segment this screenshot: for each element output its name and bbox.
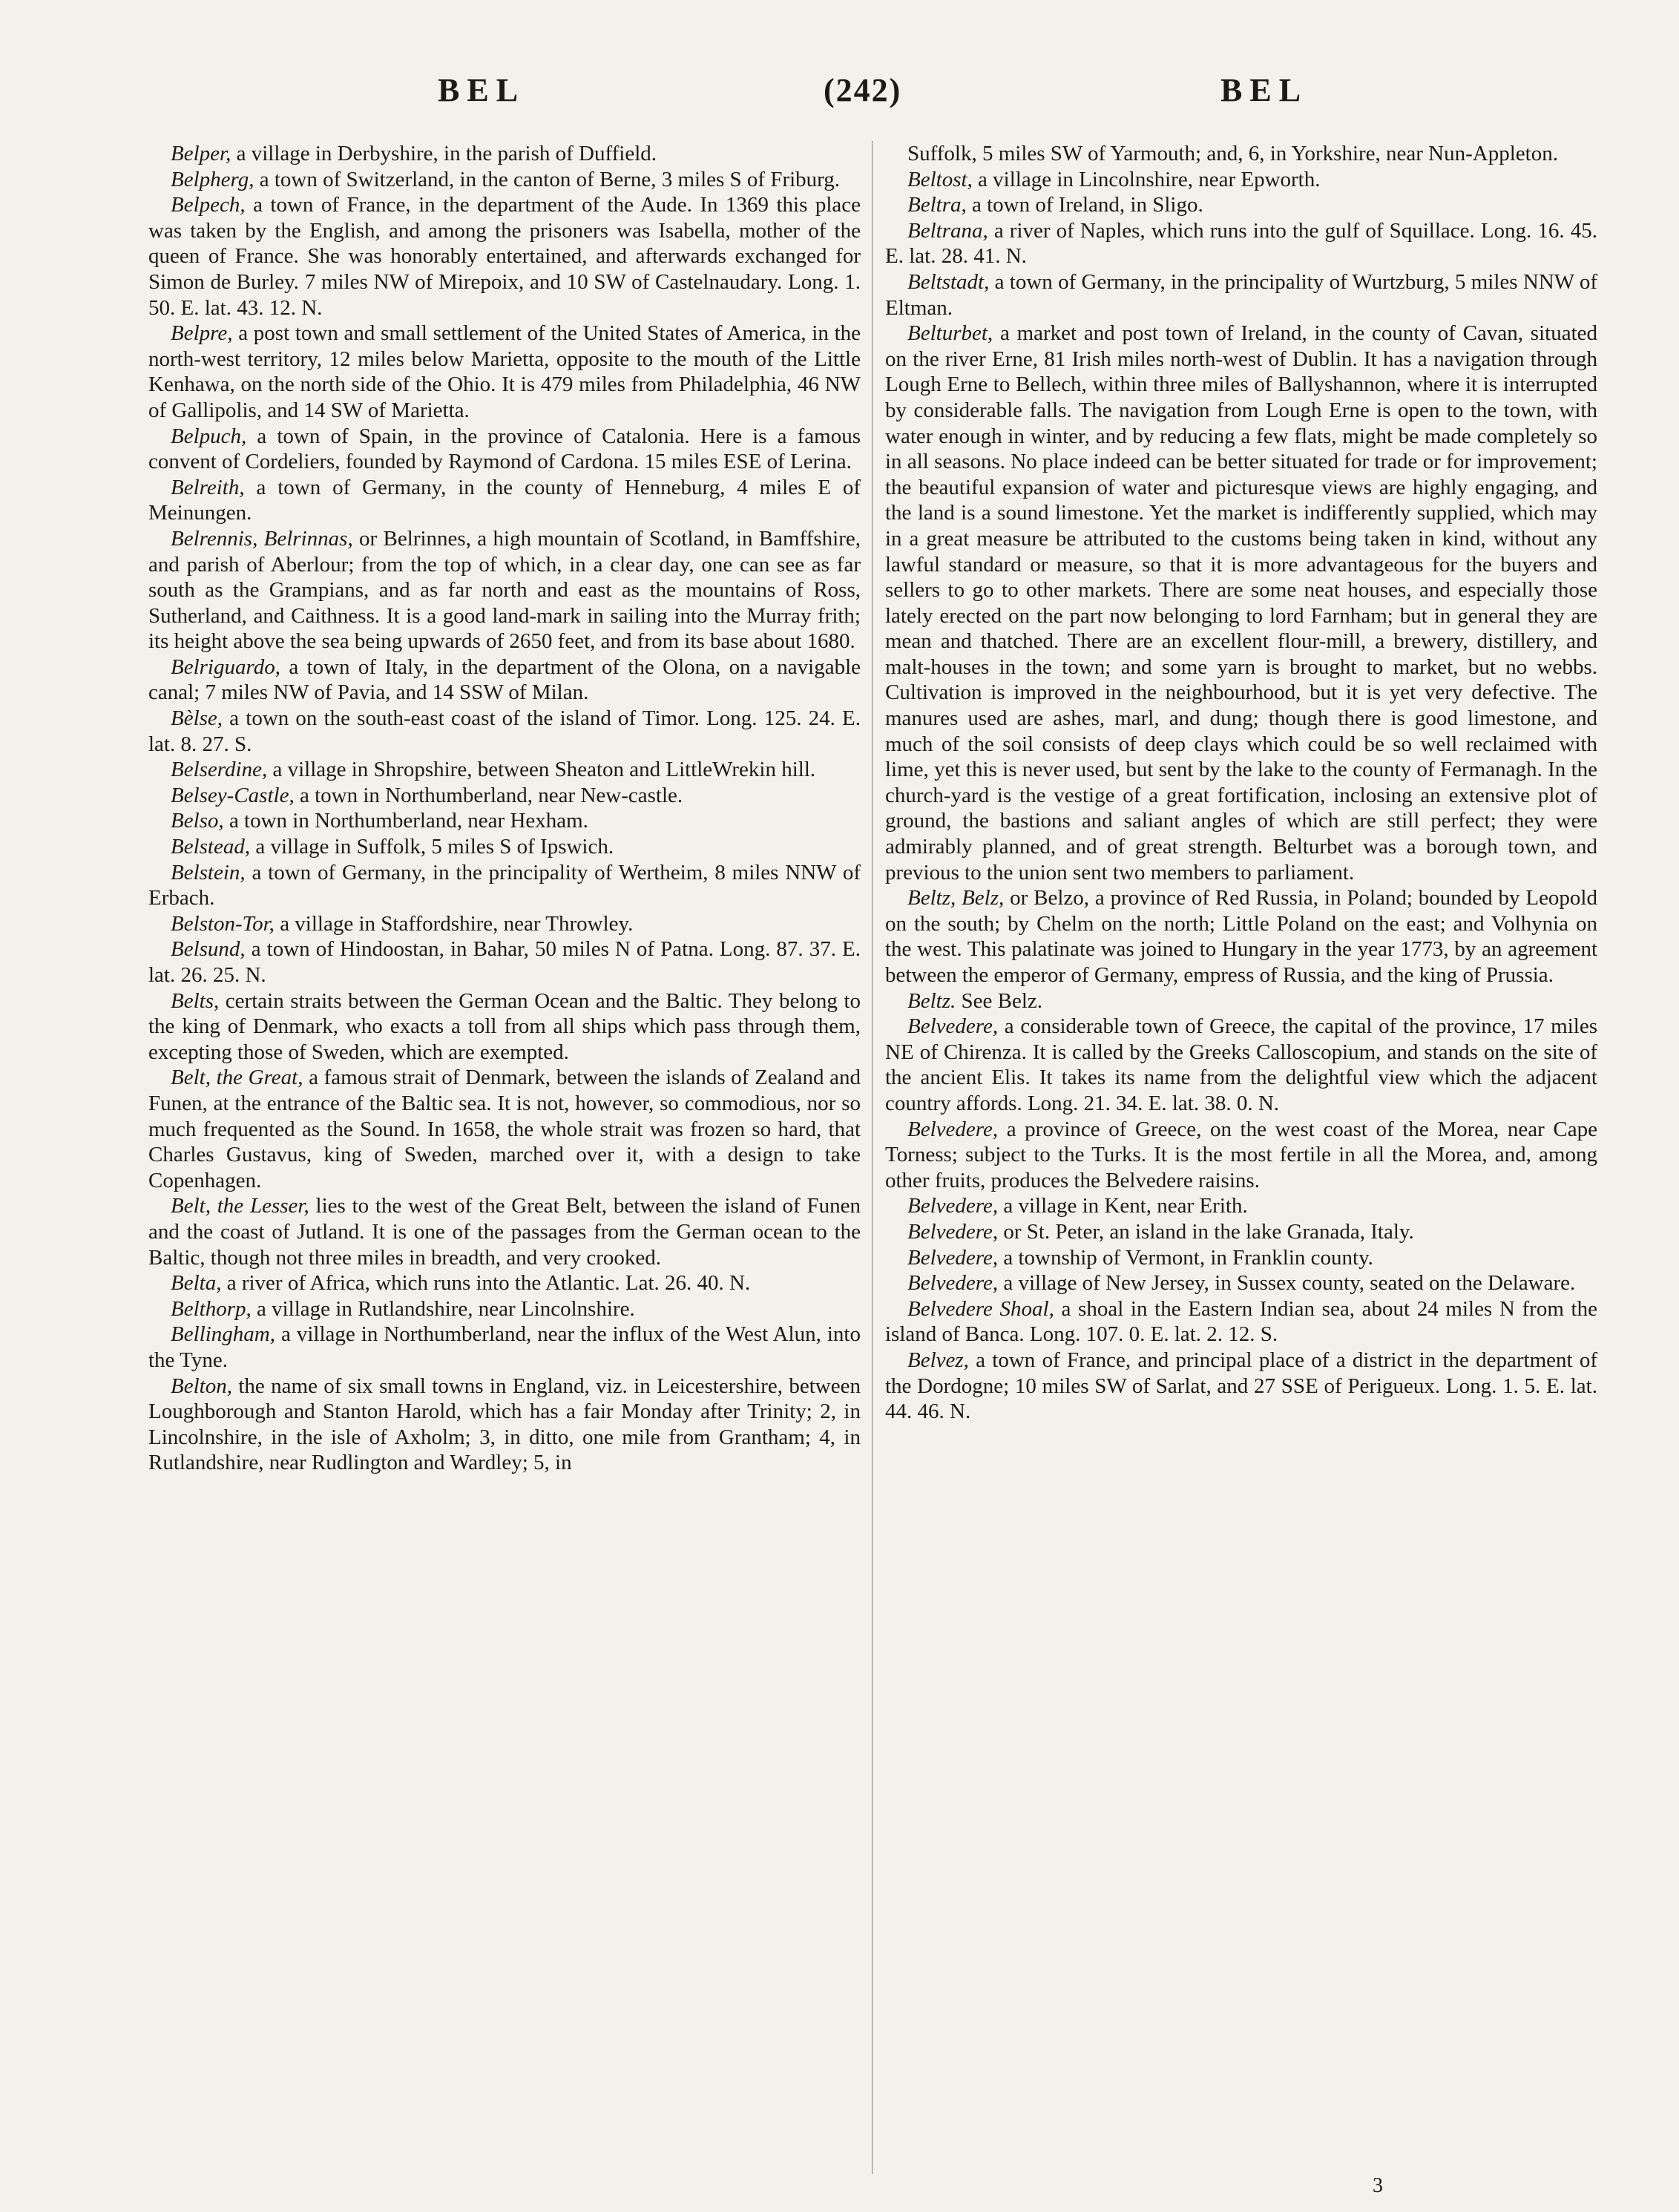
entry-headword: Belso, (171, 809, 224, 833)
entry-text: a town of Ireland, in Sligo. (966, 193, 1203, 217)
dictionary-entry (885, 1219, 1597, 1245)
entry-headword: Belriguardo, (171, 654, 280, 679)
entry-headword: Belt, the Great, (171, 1066, 303, 1090)
dictionary-entry (885, 1270, 1597, 1296)
dictionary-entry (148, 706, 861, 757)
running-head-left: BEL (438, 72, 526, 108)
entry-text: Suffolk, 5 miles SW of Yarmouth; and, 6, in Yorkshire, near Nun-Appleton. (907, 142, 1558, 165)
dictionary-entry (148, 1296, 861, 1322)
entry-text: the name of six small towns in England, viz. in Leicestershire, between Loughborough and Stanton Harold, which has a fair Monday after Trinity; 2, in Lincolnshire, in the isle of Axholm; 3, in ditto, one mile from Grantham; 4, in Rutlandshire, near Rudlington and Wardley; 5, in (148, 1374, 861, 1475)
dictionary-entry (885, 1117, 1597, 1194)
entry-text: a town of Italy, in the department of the Olona, on a navigable canal; 7 miles NW of Pavia, and 14 SSW of Milan. (148, 654, 861, 705)
entry-text: a village in Rutlandshire, near Lincolnshire. (251, 1296, 635, 1321)
entry-headword: Belton, (171, 1374, 232, 1398)
entry-headword: Beltost, (907, 167, 973, 191)
dictionary-entry (148, 192, 861, 321)
entry-text: a market and post town of Ireland, in the county of Cavan, situated on the river Erne, 81 Irish miles north-west of Dublin. It has a navigation through Lough Erne to Bellech, within three miles of Ballyshannon, where it is interrupted by considerable falls. The navigation from Lough Erne is open to the town, with water enough in winter, and by reducing a few flats, might be made completely so in all seasons. No place indeed can be better situated for trade or for improvement; the beautiful expansion of water and picturesque views are highly engaging, and the land is a sound limestone. Yet the market is indifferently supplied, which may in a great measure be attributed to the customs being taken in kind, without any lawful standard or measure, so that it is more advantageous for the buyers and sellers to go to other markets. There are some neat houses, and especially those lately erected on the part now belonging to lord Farnham; but in general they are mean and thatched. There are an excellent flour-mill, a brewery, distillery, and malt-houses in the town; and some yarn is brought to market, but no webbs. Cultivation is improved in the neighbourhood, but it is yet very defective. The manures used are ashes, marl, and dung; though there is good limestone, and much of the soil consists of deep clays which could be so well reclaimed with lime, yet this is never used, but sent by the lake to the county of Fermanagh. In the church-yard is the vestige of a great fortification, inclosing an extensive plot of ground, the bastions and saliant angles of which are still perfect; they were admirably planned, and of great strength. Belturbet was a borough town, and previous to the union sent two members to parliament. (885, 321, 1597, 885)
entry-text: or Belrinnes, a high mountain of Scotland, in Bamffshire, and parish of Aberlour; from the top of which, in a clear day, one can see as far south as the Grampians, and as far north and east as the mountains of Ross, Sutherland, and Caithness. It is a good land-mark in sailing into the Murray frith; its height above the sea being upwards of 2650 feet, and from its base about 1680. (148, 526, 861, 654)
entry-text: certain straits between the German Ocean and the Baltic. They belong to the king of Denmark, who exacts a toll from all ships which pass through them, excepting those of Sweden, which are exempted. (148, 988, 861, 1064)
page-header (0, 71, 1679, 131)
dictionary-entry (148, 757, 861, 783)
dictionary-entry (885, 1296, 1597, 1348)
entry-headword: Belreith, (171, 475, 245, 499)
dictionary-entry (885, 141, 1597, 167)
dictionary-entry (148, 834, 861, 860)
dictionary-entry (885, 321, 1597, 885)
entry-headword: Belrennis, Belrinnas, (171, 526, 353, 551)
dictionary-entry (885, 1348, 1597, 1425)
entry-headword: Belthorp, (171, 1296, 252, 1321)
entry-text: a shoal in the Eastern Indian sea, about 24 miles N from the island of Banca. Long. 107. 0. E. lat. 2. 12. S. (885, 1296, 1597, 1347)
entry-text: a considerable town of Greece, the capital of the province, 17 miles NE of Chirenza. It is called by the Greeks Calloscopium, and stands on the site of the ancient Elis. It takes its name from the delightful view which the adjacent country affords. Long. 21. 34. E. lat. 38. 0. N. (885, 1014, 1597, 1115)
entry-text: a village in Staffordshire, near Throwley. (274, 911, 634, 936)
entry-headword: Belvedere, (907, 1194, 999, 1218)
dictionary-entry (148, 808, 861, 834)
entry-headword: Belserdine, (171, 758, 268, 782)
entry-headword: Belper, (171, 142, 231, 165)
entry-text: a village in Derbyshire, in the parish of Duffield. (231, 142, 657, 165)
entry-headword: Beltz, Belz, (907, 886, 1005, 910)
entry-headword: Belpuch, (171, 424, 247, 448)
dictionary-entry (148, 654, 861, 706)
entry-text: a village in Suffolk, 5 miles S of Ipswich. (250, 835, 614, 859)
page-number: (242) (824, 72, 902, 108)
entry-text: a town of Germany, in the principality of Wurtzburg, 5 miles NNW of Eltman. (885, 269, 1597, 320)
entry-headword: Belston-Tor, (171, 911, 275, 936)
entry-text: a river of Africa, which runs into the Atlantic. Lat. 26. 40. N. (221, 1271, 751, 1296)
entry-text: a village of New Jersey, in Sussex county, seated on the Delaware. (998, 1271, 1576, 1296)
dictionary-entry (148, 475, 861, 526)
entry-headword: Belsund, (171, 937, 246, 962)
entry-headword: Bellingham, (171, 1322, 275, 1347)
entry-text: or St. Peter, an island in the lake Granada, Italy. (998, 1219, 1414, 1244)
dictionary-entry (148, 936, 861, 988)
entry-text: a village in Shropshire, between Sheaton and LittleWrekin hill. (267, 758, 816, 782)
entry-headword: Beltra, (907, 193, 967, 217)
dictionary-entry (148, 860, 861, 911)
entry-headword: Belstead, (171, 835, 251, 859)
entry-text: a town of Germany, in the county of Henneburg, 4 miles E of Meinungen. (148, 475, 861, 525)
entry-headword: Belvedere, (907, 1014, 999, 1039)
dictionary-entry (148, 1065, 861, 1193)
entry-text: a river of Naples, which runs into the gulf of Squillace. Long. 16. 45. E. lat. 28. 41. N. (885, 218, 1597, 269)
running-head-right: BEL (1220, 72, 1309, 108)
entry-headword: Belvez, (907, 1348, 969, 1372)
left-column (148, 141, 861, 1476)
entry-headword: Belpech, (171, 193, 246, 217)
entry-text: a town of Hindoostan, in Bahar, 50 miles N of Patna. Long. 87. 37. E. lat. 26. 25. N. (148, 937, 861, 987)
entry-text: or Belzo, a province of Red Russia, in Poland; bounded by Leopold on the south; by Chelm on the north; Little Poland on the east; and Volhynia on the west. This palatinate was joined to Hungary in the year 1773, by an agreement between the emperor of Germany, empress of Russia, and the king of Prussia. (885, 886, 1597, 987)
entry-text: a village in Lincolnshire, near Epworth. (972, 167, 1321, 191)
entry-text: a village in Kent, near Erith. (998, 1194, 1248, 1218)
dictionary-entry (148, 988, 861, 1066)
entry-headword: Belta, (171, 1271, 222, 1296)
dictionary-entry (148, 1193, 861, 1270)
dictionary-entry (148, 424, 861, 475)
entry-headword: Belpre, (171, 321, 233, 346)
right-column (885, 141, 1597, 1425)
dictionary-entry (885, 269, 1597, 321)
dictionary-entry (885, 885, 1597, 988)
dictionary-entry (885, 1245, 1597, 1271)
entry-headword: Beltz. (907, 988, 956, 1013)
dictionary-entry (148, 1322, 861, 1373)
entry-headword: Belts, (171, 988, 220, 1013)
entry-headword: Belvedere, (907, 1271, 999, 1296)
entry-text: a town in Northumberland, near Hexham. (223, 809, 588, 833)
entry-text: a town of Spain, in the province of Catalonia. Here is a famous convent of Cordeliers, founded by Raymond of Cardona. 15 miles ESE of Lerina. (148, 424, 861, 474)
entry-headword: Belvedere, (907, 1219, 999, 1244)
entry-text: a town of Switzerland, in the canton of Berne, 3 miles S of Friburg. (254, 167, 841, 191)
dictionary-entry (885, 192, 1597, 218)
entry-text: lies to the west of the Great Belt, between the island of Funen and the coast of Jutland. It is one of the passages from the German ocean to the Baltic, though not three miles in breadth, and very crooked. (148, 1194, 861, 1270)
entry-text: See Belz. (956, 988, 1043, 1013)
entry-headword: Belvedere, (907, 1117, 999, 1141)
dictionary-entry (148, 1270, 861, 1296)
entry-text: a village in Northumberland, near the influx of the West Alun, into the Tyne. (148, 1322, 861, 1372)
dictionary-entry (148, 911, 861, 937)
entry-headword: Bèlse, (171, 706, 223, 731)
entry-text: a town of France, in the department of the Aude. In 1369 this place was taken by the English, and among the prisoners was Isabella, mother of the queen of France. She was honorably entertained, and afterwards exchanged for Simon de Burley. 7 miles NW of Mirepoix, and 10 SW of Castelnaudary. Long. 1. 50. E. lat. 43. 12. N. (148, 193, 861, 320)
entry-headword: Beltrana, (907, 218, 988, 243)
dictionary-entry (885, 988, 1597, 1014)
entry-text: a town in Northumberland, near New-castle. (294, 783, 683, 807)
dictionary-entry (148, 783, 861, 809)
entry-text: a province of Greece, on the west coast of the Morea, near Cape Torness; subject to the Turks. It is the most fertile in all the Morea, and, among other fruits, produces the Belvedere raisins. (885, 1117, 1597, 1192)
entry-headword: Beltstadt, (907, 269, 990, 294)
dictionary-entry (148, 167, 861, 193)
dictionary-entry (148, 141, 861, 167)
entry-headword: Belsey-Castle, (171, 783, 295, 807)
column-divider (872, 141, 873, 2174)
entry-text: a famous strait of Denmark, between the islands of Zealand and Funen, at the entrance of the Baltic sea. It is not, however, so commodious, nor so much frequented as the Sound. In 1658, the whole strait was frozen so hard, that Charles Gustavus, king of Sweden, marched over it, with a design to take Copenhagen. (148, 1066, 861, 1192)
entry-headword: Belstein, (171, 860, 246, 885)
signature-mark: 3 (1373, 2174, 1383, 2197)
entry-text: a post town and small settlement of the United States of America, in the north-west territory, 12 miles below Marietta, opposite to the mouth of the Little Kenhawa, on the north side of the Ohio. It is 479 miles from Philadelphia, 46 NW of Gallipolis, and 14 SW of Marietta. (148, 321, 861, 422)
dictionary-entry (148, 1374, 861, 1476)
entry-text: a town of Germany, in the principality of Wertheim, 8 miles NNW of Erbach. (148, 860, 861, 910)
entry-text: a town on the south-east coast of the island of Timor. Long. 125. 24. E. lat. 8. 27. S. (148, 706, 861, 756)
dictionary-entry (885, 218, 1597, 269)
entry-text: a township of Vermont, in Franklin county. (998, 1245, 1373, 1270)
dictionary-entry (885, 1193, 1597, 1219)
entry-headword: Belt, the Lesser, (171, 1194, 309, 1218)
dictionary-entry (885, 1014, 1597, 1116)
entry-headword: Belvedere Shoal, (907, 1296, 1054, 1321)
entry-text: a town of France, and principal place of a district in the department of the Dordogne; 10 miles SW of Sarlat, and 27 SSE of Perigueux. Long. 1. 5. E. lat. 44. 46. N. (885, 1348, 1597, 1424)
entry-headword: Belvedere, (907, 1245, 999, 1270)
dictionary-entry (148, 321, 861, 423)
entry-headword: Belpherg, (171, 167, 254, 191)
dictionary-entry (885, 167, 1597, 193)
entry-headword: Belturbet, (907, 321, 993, 346)
dictionary-entry (148, 526, 861, 654)
